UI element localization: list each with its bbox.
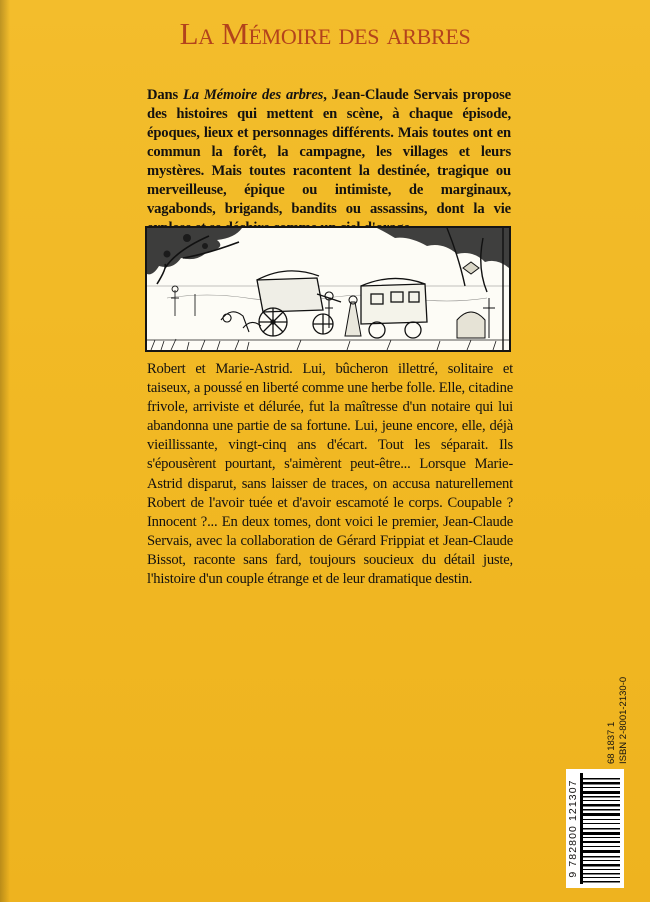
intro-lead: Dans xyxy=(147,87,183,103)
barcode xyxy=(566,769,624,888)
book-title: La Mémoire des arbres xyxy=(179,16,471,51)
barcode-digits: 9 782800 121307 xyxy=(567,779,579,878)
spine-shadow xyxy=(0,0,10,902)
intro-series-name: La Mémoire des arbres xyxy=(182,87,324,103)
intro-body: , Jean-Claude Servais propose des histoires qui mettent en scène, à chaque épisode, époques, lieux et personnages différents. Mais toutes ont en commun la forêt, la campagne, les villages et leurs mystères. Mais toutes racontent la destinée, tragique ou merveilleuse, épique ou intimiste, de marginaux, vagabonds, brigands, bandits ou assassins, dont la vie xyxy=(147,87,511,217)
catalog-reference: 68 1837 1 xyxy=(606,721,617,764)
cover-illustration xyxy=(145,226,511,352)
series-introduction xyxy=(147,86,511,238)
story-synopsis: Robert et Marie-Astrid. Lui, bûcheron illettré, solitaire et taiseux, a poussé en liberté comme une herbe folle. Elle, citadine frivole, arriviste et délurée, fut la maîtresse d'un notaire qui lui abandonna une partie de sa fortune. Lui, jeune encore, elle, déjà vieillissante, vingt-cinq ans d'écart. Tout les séparait. Ils s'épousèrent pourtant, s'aimèrent peut-être... Lorsque Marie-Astrid disparut, sans laisser de traces, on accusa naturellement Robert de l'avoir tuée et d'avoir escamoté le corps. Coupable ? Innocent ?... En deux tomes, dont voici le premier, Jean-Claude Servais, avec la collaboration de Gérard Frippiat et Jean-Claude Bissot, raconte sans fard, toujours soucieux du détail juste, l'histoire d'un couple étrange et de leur dramatique destin. xyxy=(147,361,513,588)
barcode-lines-icon xyxy=(580,773,620,884)
isbn-number: ISBN 2-8001-2130-0 xyxy=(618,676,629,764)
illustration-drawing xyxy=(147,228,509,350)
